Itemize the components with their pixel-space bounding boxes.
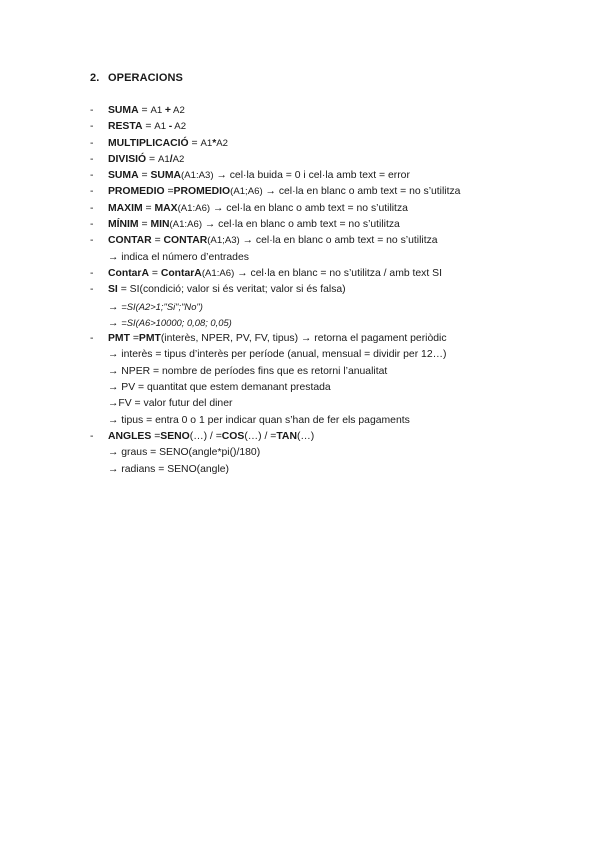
text-segment: A1 xyxy=(157,153,170,165)
text-segment: → graus = SENO(angle*pi()/180) xyxy=(108,447,261,459)
list-item xyxy=(90,429,590,445)
text-segment: RESTA xyxy=(108,121,143,133)
list-item xyxy=(90,201,590,217)
list-item xyxy=(90,331,590,347)
text-segment: SUMA xyxy=(150,170,182,182)
text-segment: * xyxy=(212,137,217,149)
list-item-text xyxy=(108,462,229,478)
list-item-continuation xyxy=(90,299,590,315)
text-segment: A2 xyxy=(172,153,185,165)
text-segment: = xyxy=(151,430,161,442)
list-item-text xyxy=(108,380,331,396)
text-segment: MÍNIM xyxy=(108,219,139,231)
operations-list xyxy=(90,103,590,478)
bullet-dash: - xyxy=(90,267,94,279)
list-item-text xyxy=(108,429,314,445)
list-item-text xyxy=(108,233,438,249)
list-item-text xyxy=(108,413,410,429)
text-segment: = xyxy=(164,186,174,198)
list-item xyxy=(90,152,590,168)
list-item-text xyxy=(108,396,232,412)
text-segment: =SI(A6>10000; 0,08; 0,05) xyxy=(121,316,232,328)
list-item-text xyxy=(108,364,387,380)
list-item-continuation xyxy=(90,462,590,478)
text-segment: → xyxy=(108,301,122,313)
text-segment: → cel·la buida = 0 i cel·la amb text = error xyxy=(213,170,410,182)
list-item-continuation xyxy=(90,364,590,380)
text-segment: (A1:A3) xyxy=(181,170,214,182)
text-segment: → cel·la en blanc o amb text = no s’utilitza xyxy=(210,202,408,214)
text-segment: PMT xyxy=(108,333,130,345)
text-segment: → indica el número d’entrades xyxy=(108,251,249,263)
text-segment: PROMEDIO xyxy=(173,186,231,198)
list-item-continuation xyxy=(90,250,590,266)
text-segment: - xyxy=(168,121,173,133)
text-segment: MAXIM xyxy=(108,202,143,214)
text-segment: MAX xyxy=(154,202,178,214)
text-segment: (A1:A6) xyxy=(177,202,211,214)
text-segment: = xyxy=(138,170,151,182)
text-segment: (…) xyxy=(296,430,315,442)
section-heading xyxy=(90,72,183,84)
text-segment: A1 xyxy=(154,121,169,133)
text-segment: + xyxy=(164,105,171,116)
text-segment: MIN xyxy=(150,219,170,231)
list-item xyxy=(90,282,590,298)
text-segment: A2 xyxy=(170,105,185,116)
bullet-dash: - xyxy=(90,137,94,149)
bullet-dash: - xyxy=(90,219,94,231)
text-segment: PMT xyxy=(138,333,161,345)
text-segment: (A1:A6) xyxy=(169,219,203,231)
list-item-text xyxy=(108,184,460,200)
text-segment: → radians = SENO(angle) xyxy=(108,463,229,475)
text-segment: MULTIPLICACIÓ xyxy=(108,137,189,149)
list-item-continuation xyxy=(90,347,590,363)
list-item xyxy=(90,217,590,233)
bullet-dash: - xyxy=(90,170,94,182)
list-item-text xyxy=(108,315,232,332)
list-item xyxy=(90,266,590,282)
text-segment: A2 xyxy=(216,137,229,149)
text-segment: COS xyxy=(221,430,245,442)
list-item-text xyxy=(108,282,346,298)
text-segment: (A1;A6) xyxy=(230,186,263,198)
list-item-text xyxy=(108,266,442,282)
text-segment: A1 xyxy=(150,105,165,116)
text-segment: → tipus = entra 0 o 1 per indicar quan s’han de fer els pagaments xyxy=(108,414,410,426)
list-item-text xyxy=(108,136,228,152)
text-segment: (…) / = xyxy=(244,430,277,442)
list-item-text xyxy=(108,347,446,363)
text-segment: = xyxy=(151,235,164,247)
list-item-text xyxy=(108,201,408,217)
text-segment: CONTAR xyxy=(163,235,208,247)
text-segment: CONTAR xyxy=(108,235,152,247)
text-segment: = xyxy=(188,137,201,149)
text-segment: → NPER = nombre de períodes fins que es retorni l’anualitat xyxy=(108,365,388,377)
text-segment: SI xyxy=(108,284,118,296)
text-segment: = xyxy=(142,202,155,214)
text-segment: → cel·la en blanc o amb text = no s’utilitza xyxy=(239,235,438,247)
text-segment: SENO xyxy=(160,430,190,442)
list-item-continuation xyxy=(90,445,590,461)
text-segment: → cel·la en blanc o amb text = no s’utilitza xyxy=(202,219,400,231)
text-segment: (…) / = xyxy=(189,430,222,442)
text-segment: / xyxy=(169,153,173,165)
text-segment: ContarA xyxy=(160,267,202,279)
text-segment: → cel·la en blanc = no s’utilitza / amb text SI xyxy=(234,267,442,279)
list-item-continuation xyxy=(90,396,590,412)
text-segment: SUMA xyxy=(108,105,139,116)
text-segment: A1 xyxy=(200,137,213,149)
section-number: 2. xyxy=(90,72,100,84)
text-segment: → cel·la en blanc o amb text = no s’utilitza xyxy=(262,186,461,198)
text-segment: = xyxy=(146,153,158,165)
bullet-dash: - xyxy=(90,235,94,247)
list-item-text xyxy=(108,119,186,135)
text-segment: ContarA xyxy=(108,267,149,279)
list-item-text xyxy=(108,152,184,168)
list-item-continuation xyxy=(90,315,590,331)
text-segment: TAN xyxy=(276,430,297,442)
text-segment: (A1:A6) xyxy=(201,267,235,279)
text-segment: = xyxy=(142,121,155,133)
bullet-dash: - xyxy=(90,105,94,116)
bullet-dash: - xyxy=(90,153,94,165)
bullet-dash: - xyxy=(90,186,94,198)
text-segment: = SI(condició; valor si és veritat; valor si és falsa) xyxy=(117,284,346,296)
bullet-dash: - xyxy=(90,202,94,214)
text-segment: = xyxy=(129,333,139,345)
text-segment: →FV = valor futur del diner xyxy=(108,398,233,410)
list-item-text xyxy=(108,217,400,233)
list-item-continuation xyxy=(90,380,590,396)
text-segment: = xyxy=(138,219,151,231)
text-segment: (interès, NPER, PV, FV, tipus) → retorna el pagament periòdic xyxy=(160,333,447,345)
list-item-text xyxy=(108,445,260,461)
bullet-dash: - xyxy=(90,284,94,296)
list-item xyxy=(90,184,590,200)
list-item-continuation xyxy=(90,413,590,429)
text-segment: SUMA xyxy=(108,170,139,182)
text-segment: A2 xyxy=(172,121,187,133)
list-item xyxy=(90,233,590,249)
text-segment: = xyxy=(148,267,161,279)
list-item-text xyxy=(108,168,410,184)
text-segment: ANGLES xyxy=(108,430,152,442)
text-segment: DIVISIÓ xyxy=(108,153,147,165)
text-segment: = xyxy=(138,105,151,116)
text-segment: PROMEDIO xyxy=(108,186,165,198)
list-item-text xyxy=(108,103,185,119)
text-segment: =SI(A2>1;"Si";"No") xyxy=(121,300,203,312)
bullet-dash: - xyxy=(90,430,94,442)
section-title: OPERACIONS xyxy=(108,72,183,84)
list-item xyxy=(90,136,590,152)
list-item xyxy=(90,119,590,135)
bullet-dash: - xyxy=(90,333,94,345)
list-item xyxy=(90,168,590,184)
list-item-text xyxy=(108,331,447,347)
text-segment: → PV = quantitat que estem demanant prestada xyxy=(108,382,331,394)
bullet-dash: - xyxy=(90,121,94,133)
text-segment: → xyxy=(108,317,122,329)
text-segment: (A1;A3) xyxy=(207,235,240,247)
text-segment: → interès = tipus d’interès per període (anual, mensual = dividir per 12…) xyxy=(108,349,447,361)
list-item xyxy=(90,103,590,119)
list-item-text xyxy=(108,299,203,316)
list-item-text xyxy=(108,250,249,266)
